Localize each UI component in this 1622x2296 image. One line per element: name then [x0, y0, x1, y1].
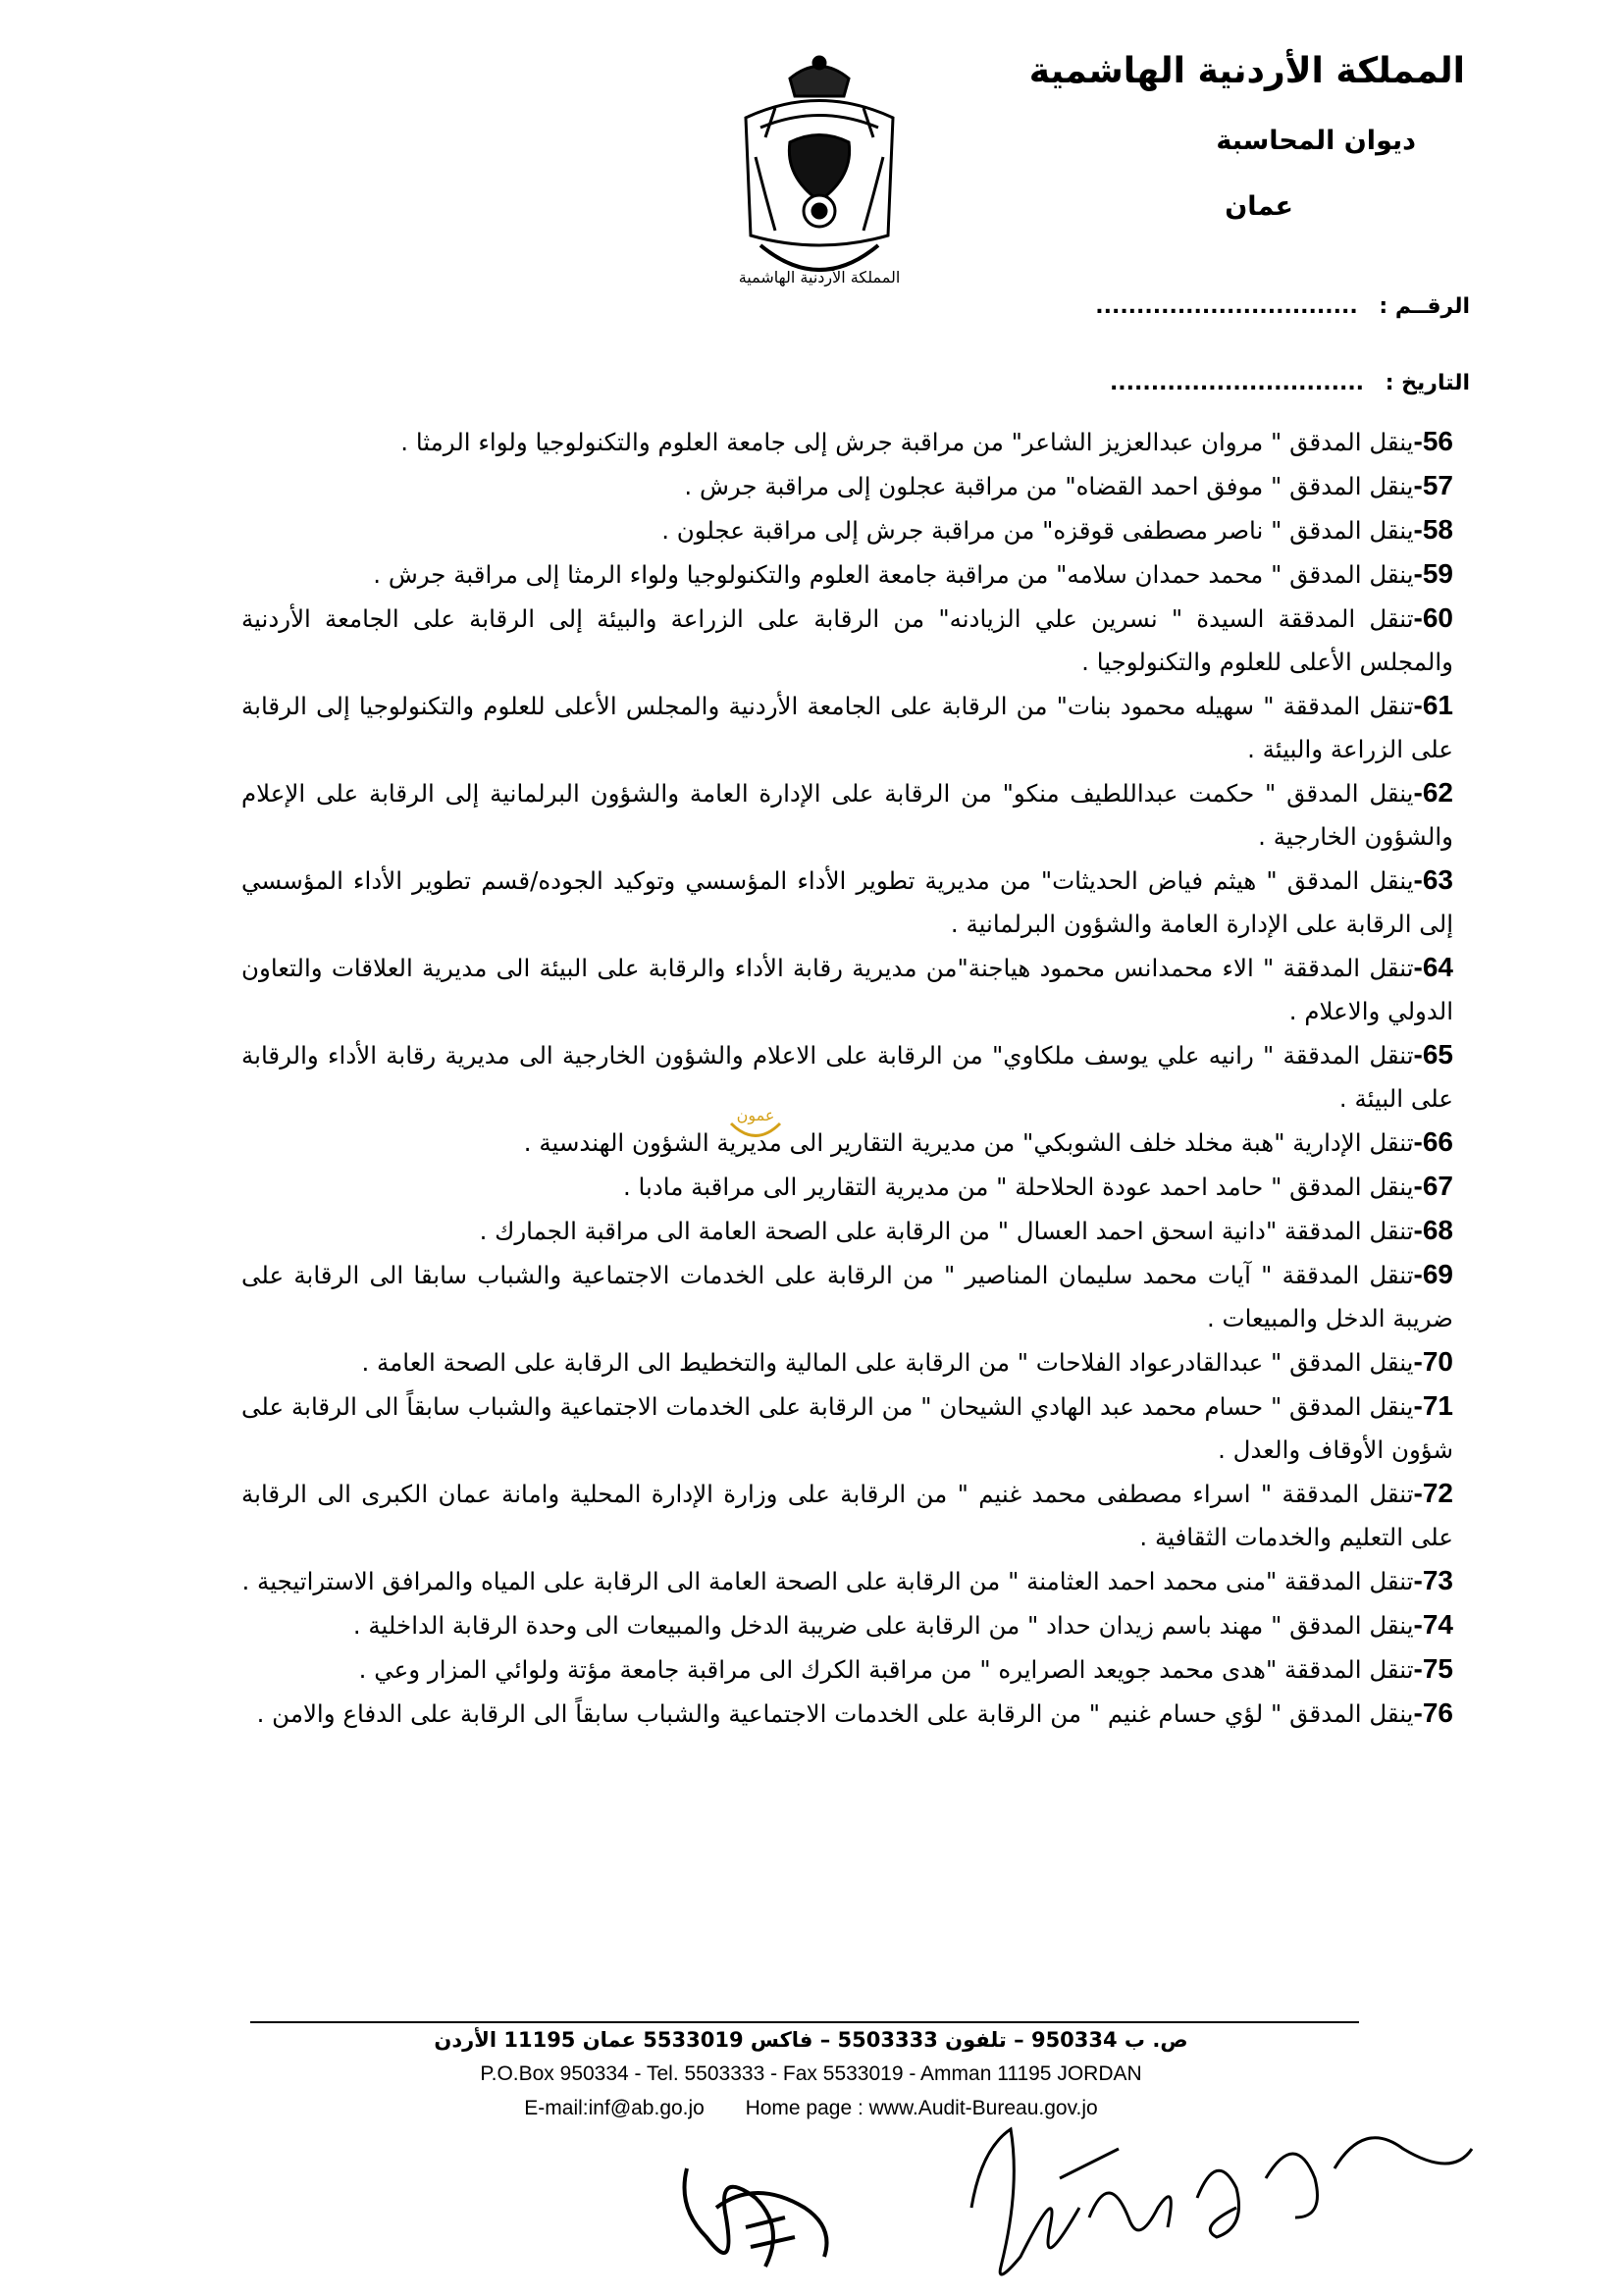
item-text: تنقل الإدارية "هبة مخلد خلف الشوبكي" من مديرية التقارير الى مديرية الشؤون الهندسية . [523, 1128, 1414, 1157]
list-item [241, 1165, 1453, 1209]
list-item [241, 1121, 1453, 1165]
svg-text:المملكة الأردنية الهاشمية: المملكة الأردنية الهاشمية [738, 268, 901, 287]
list-item [241, 552, 1453, 597]
list-item [241, 771, 1453, 859]
kingdom-title: المملكة الأردنية الهاشمية [1028, 51, 1465, 91]
item-number: 67- [1413, 1171, 1453, 1201]
item-text: تنقل المدققة " آيات محمد سليمان المناصير " من الرقابة على الخدمات الاجتماعية والشباب سابقا الى الرقابة على ضريبة الدخل والمبيعات . [241, 1261, 1453, 1332]
item-number: 72- [1413, 1478, 1453, 1508]
item-text: تنقل المدققة "هدى محمد جويعد الصرايره " من مراقبة الكرك الى مراقبة جامعة مؤتة ولوائي المزار وعي . [358, 1655, 1414, 1684]
list-item [241, 859, 1453, 946]
item-text: تنقل المدققة "منى محمد احمد العثامنة " من الرقابة على الصحة العامة الى الرقابة على المياه والمرافق الاستراتيجية . [241, 1567, 1414, 1595]
list-item [241, 420, 1453, 464]
transfer-list [241, 420, 1453, 1736]
item-text: ينقل المدقق " لؤي حسام غنيم " من الرقابة على الخدمات الاجتماعية والشباب سابقاً الى الرقابة على الدفاع والامن . [256, 1699, 1414, 1728]
list-item [241, 684, 1453, 771]
item-text: ينقل المدقق " هيثم فياض الحديثات" من مديرية تطوير الأداء المؤسسي وتوكيد الجوده/قسم تطوير الأداء المؤسسي إلى الرقابة على الإدارة العامة والشؤون البرلمانية . [241, 866, 1453, 938]
item-number: 76- [1413, 1697, 1453, 1728]
item-text: ينقل المدقق " موفق احمد القضاه" من مراقبة عجلون إلى مراقبة جرش . [684, 472, 1414, 500]
item-text: ينقل المدقق " ناصر مصطفى قوقزه" من مراقبة جرش إلى مراقبة عجلون . [661, 516, 1414, 545]
list-item [241, 1603, 1453, 1647]
item-text: ينقل المدقق " حامد احمد عودة الحلاحلة " من مديرية التقارير الى مراقبة مادبا . [622, 1173, 1414, 1201]
item-text: تنقل المدققة " رانيه علي يوسف ملكاوي" من الرقابة على الاعلام والشؤون الخارجية الى مديرية رقابة الأداء والرقابة على البيئة . [241, 1041, 1453, 1113]
list-item [241, 1384, 1453, 1472]
list-item [241, 464, 1453, 508]
list-item [241, 1209, 1453, 1253]
item-text: ينقل المدقق " مهند باسم زيدان حداد " من الرقابة على ضريبة الدخل والمبيعات الى وحدة الرقابة الداخلية . [352, 1611, 1414, 1640]
date-label: التاريخ : [1385, 371, 1470, 395]
item-text: تنقل المدققة " اسراء مصطفى محمد غنيم " من الرقابة على وزارة الإدارة المحلية وامانة عمان الكبرى الى الرقابة على التعليم والخدمات الثقافية . [241, 1480, 1453, 1551]
item-number: 71- [1413, 1390, 1453, 1421]
date-row [1110, 371, 1470, 395]
item-number: 70- [1413, 1346, 1453, 1377]
watermark-logo [721, 1099, 790, 1148]
footer-english: P.O.Box 950334 - Tel. 5503333 - Fax 5533019 - Amman 11195 JORDAN [480, 2062, 1142, 2085]
item-text: ينقل المدقق " حسام محمد عبد الهادي الشيحان " من الرقابة على الخدمات الاجتماعية والشباب سابقاً الى الرقابة على شؤون الأوقاف والعدل . [241, 1392, 1453, 1464]
item-number: 68- [1413, 1215, 1453, 1245]
item-number: 75- [1413, 1653, 1453, 1684]
item-number: 59- [1413, 558, 1453, 589]
item-number: 74- [1413, 1609, 1453, 1640]
item-number: 69- [1413, 1259, 1453, 1289]
footer-divider [250, 2021, 1359, 2023]
item-number: 61- [1413, 690, 1453, 720]
item-number: 66- [1413, 1126, 1453, 1157]
item-number: 60- [1413, 602, 1453, 633]
footer-homepage: Home page : www.Audit-Bureau.gov.jo [745, 2097, 1098, 2119]
item-text: تنقل المدققة "دانية اسحق احمد العسال " من الرقابة على الصحة العامة الى مراقبة الجمارك . [479, 1217, 1414, 1245]
item-number: 73- [1413, 1565, 1453, 1595]
item-text: ينقل المدقق " عبدالقادرعواد الفلاحات " من الرقابة على المالية والتخطيط الى الرقابة على الصحة العامة . [361, 1348, 1414, 1377]
footer-email: E-mail:inf@ab.go.jo [524, 2097, 705, 2119]
date-dots: ............................... [1109, 371, 1365, 395]
signature-right [942, 2090, 1491, 2296]
list-item [241, 1692, 1453, 1736]
reference-label: الرقــم : [1379, 294, 1470, 319]
item-number: 63- [1413, 864, 1453, 895]
item-text: ينقل المدقق " محمد حمدان سلامه" من مراقبة جامعة العلوم والتكنولوجيا ولواء الرمثا إلى مراقبة جرش . [373, 560, 1414, 589]
list-item [241, 946, 1453, 1033]
list-item [241, 1340, 1453, 1384]
list-item [241, 1033, 1453, 1121]
list-item [241, 1559, 1453, 1603]
item-text: تنقل المدققة " الاء محمدانس محمود هياجنة"من مديرية رقابة الأداء والرقابة على البيئة الى مديرية العلاقات والتعاون الدولي والاعلام . [241, 954, 1453, 1025]
list-item [241, 1647, 1453, 1692]
reference-dots: ................................ [1095, 294, 1358, 319]
list-item [241, 508, 1453, 552]
item-text: تنقل المدققة " سهيله محمود بنات" من الرقابة على الجامعة الأردنية والمجلس الأعلى للعلوم والتكنولوجيا إلى الرقابة على الزراعة والبيئة . [241, 692, 1453, 763]
list-item [241, 1472, 1453, 1559]
bureau-title: ديوان المحاسبة [1216, 126, 1416, 156]
item-number: 57- [1413, 470, 1453, 500]
signature-left [657, 2139, 854, 2286]
reference-number-row [1095, 294, 1470, 319]
item-number: 58- [1413, 514, 1453, 545]
list-item [241, 597, 1453, 684]
item-number: 64- [1413, 952, 1453, 982]
footer-arabic: ص. ب 950334 – تلفون 5503333 – فاكس 5533019 عمان 11195 الأردن [434, 2028, 1188, 2052]
city-title: عمان [1225, 191, 1293, 222]
item-number: 65- [1413, 1039, 1453, 1070]
list-item [241, 1253, 1453, 1340]
watermark-text: عمون [736, 1106, 775, 1124]
item-number: 62- [1413, 777, 1453, 808]
item-number: 56- [1413, 426, 1453, 456]
item-text: ينقل المدقق " حكمت عبداللطيف منكو" من الرقابة على الإدارة العامة والشؤون البرلمانية إلى الرقابة على الإعلام والشؤون الخارجية . [241, 779, 1453, 851]
item-text: تنقل المدققة السيدة " نسرين علي الزيادنه" من الرقابة على الزراعة والبيئة إلى الرقابة على الجامعة الأردنية والمجلس الأعلى للعلوم والتكنولوجيا . [241, 604, 1453, 676]
item-text: ينقل المدقق " مروان عبدالعزيز الشاعر" من مراقبة جرش إلى جامعة العلوم والتكنولوجيا ولواء الرمثا . [400, 428, 1414, 456]
jordan-emblem-icon [706, 49, 932, 294]
